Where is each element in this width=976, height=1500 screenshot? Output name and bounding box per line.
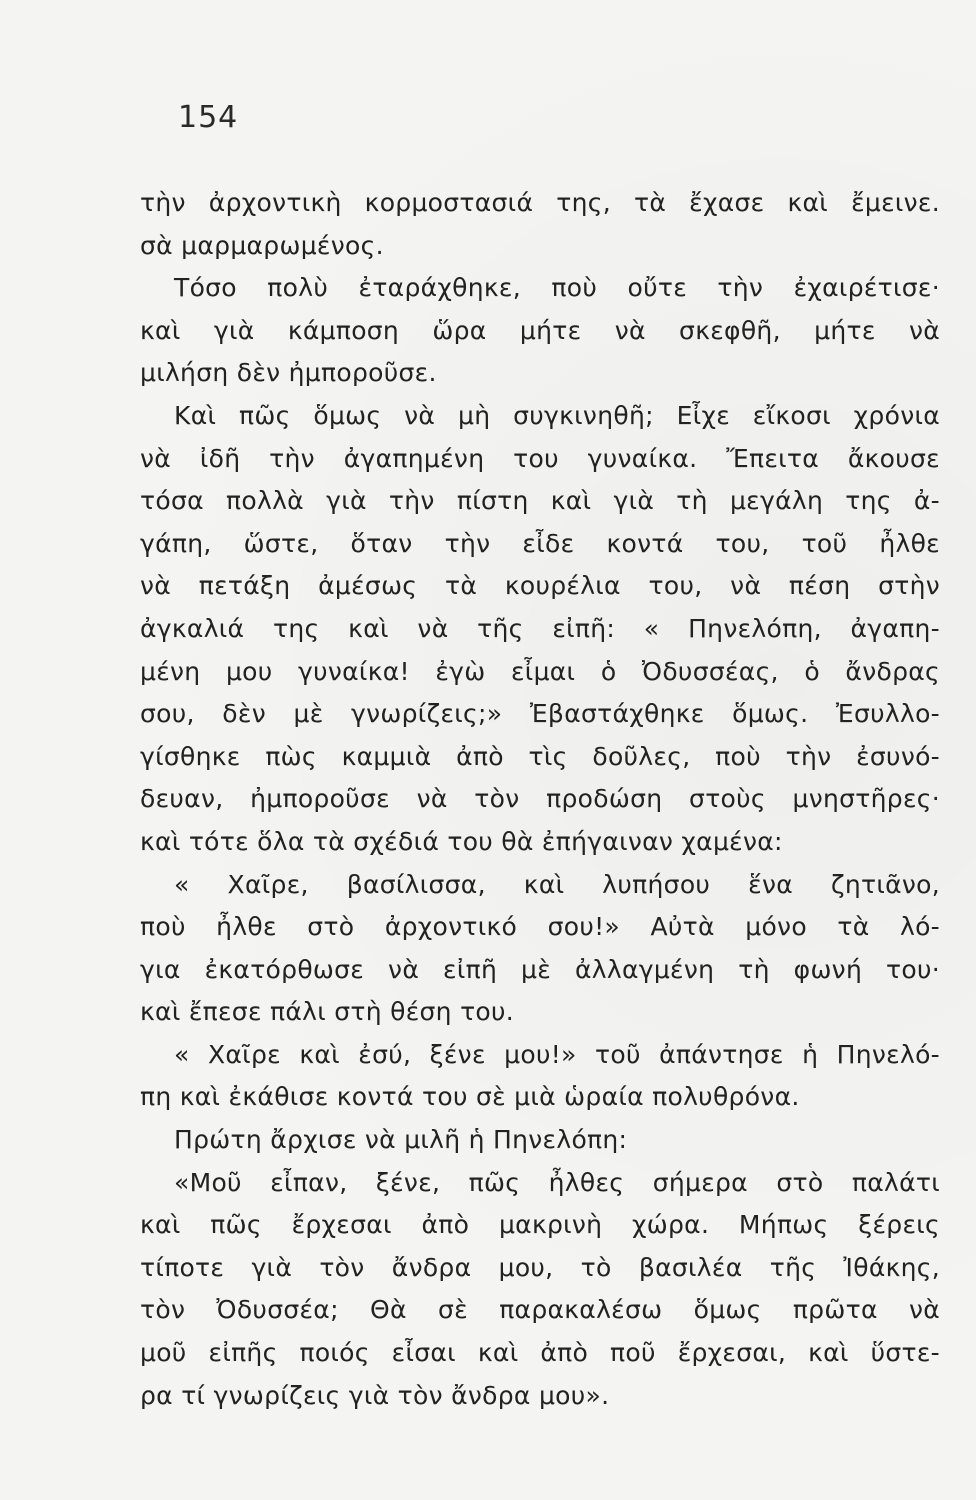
text-line: γίσθηκε πὼς καμμιὰ ἀπὸ τὶς δοῦλες, ποὺ τὴν ἐσυνό- xyxy=(140,741,940,771)
text-line: νὰ πετάξη ἀμέσως τὰ κουρέλια του, νὰ πέση στὴν xyxy=(140,571,940,601)
text-line: καὶ γιὰ κάμποση ὥρα μήτε νὰ σκεφθῆ, μήτε νὰ xyxy=(140,315,940,345)
text-line: ρα τί γνωρίζεις γιὰ τὸν ἄνδρα μου». xyxy=(140,1380,610,1410)
text-line: γάπη, ὥστε, ὅταν τὴν εἶδε κοντά του, τοῦ ἦλθε xyxy=(140,528,940,558)
text-line: νὰ ἰδῆ τὴν ἀγαπημένη του γυναίκα. Ἔπειτα ἄκουσε xyxy=(140,443,940,473)
text-line: τόσα πολλὰ γιὰ τὴν πίστη καὶ γιὰ τὴ μεγάλη της ἀ- xyxy=(140,486,940,516)
text-line: τὸν Ὀδυσσέα; Θὰ σὲ παρακαλέσω ὅμως πρῶτα νὰ xyxy=(140,1295,940,1325)
text-line: « Χαῖρε καὶ ἐσύ, ξένε μου!» τοῦ ἀπάντησε ἡ Πηνελό- xyxy=(174,1039,940,1069)
text-line: καὶ ἔπεσε πάλι στὴ θέση του. xyxy=(140,997,515,1027)
text-line: « Χαῖρε, βασίλισσα, καὶ λυπήσου ἕνα ζητιᾶνο, xyxy=(174,869,940,899)
text-line: τίποτε γιὰ τὸν ἄνδρα μου, τὸ βασιλέα τῆς Ἰθάκης, xyxy=(140,1252,940,1282)
text-line: τὴν ἀρχοντικὴ κορμοστασιά της, τὰ ἔχασε καὶ ἔμεινε. xyxy=(140,188,940,217)
text-line: «Μοῦ εἶπαν, ξένε, πῶς ἦλθες σήμερα στὸ παλάτι xyxy=(174,1167,940,1197)
text-line: μιλήση δὲν ἠμποροῦσε. xyxy=(140,358,437,388)
text-line: για ἐκατόρθωσε νὰ εἰπῆ μὲ ἀλλαγμένη τὴ φωνή του· xyxy=(140,954,940,984)
page-number: 154 xyxy=(178,100,239,135)
text-line: σὰ μαρμαρωμένος. xyxy=(140,230,384,260)
text-line: σου, δὲν μὲ γνωρίζεις;» Ἐβαστάχθηκε ὅμως. Ἐσυλλο- xyxy=(140,699,940,729)
text-line: Καὶ πῶς ὅμως νὰ μὴ συγκινηθῆ; Εἶχε εἴκοσι χρόνια xyxy=(174,400,940,430)
text-line: μοῦ εἰπῆς ποιός εἶσαι καὶ ἀπὸ ποῦ ἔρχεσαι, καὶ ὕστε- xyxy=(140,1338,940,1368)
body-text xyxy=(140,182,940,1417)
text-line: Πρώτη ἄρχισε νὰ μιλῆ ἡ Πηνελόπη: xyxy=(174,1125,628,1155)
text-line: πη καὶ ἐκάθισε κοντά του σὲ μιὰ ὡραία πολυθρόνα. xyxy=(140,1082,800,1112)
text-line: Τόσο πολὺ ἐταράχθηκε, ποὺ οὔτε τὴν ἐχαιρέτισε· xyxy=(174,273,940,303)
text-line: ἀγκαλιά της καὶ νὰ τῆς εἰπῆ: « Πηνελόπη, ἀγαπη- xyxy=(140,613,940,643)
text-line: μένη μου γυναίκα! ἐγὼ εἶμαι ὁ Ὀδυσσέας, ὁ ἄνδρας xyxy=(140,656,940,686)
text-line: καὶ τότε ὅλα τὰ σχέδιά του θὰ ἐπήγαιναν χαμένα: xyxy=(140,826,783,856)
text-line: καὶ πῶς ἔρχεσαι ἀπὸ μακρινὴ χώρα. Μήπως ξέρεις xyxy=(140,1210,940,1240)
text-line: ποὺ ἦλθε στὸ ἀρχοντικό σου!» Αὐτὰ μόνο τὰ λό- xyxy=(140,912,940,942)
text-line: δευαν, ἠμποροῦσε νὰ τὸν προδώση στοὺς μνηστῆρες· xyxy=(140,784,940,814)
